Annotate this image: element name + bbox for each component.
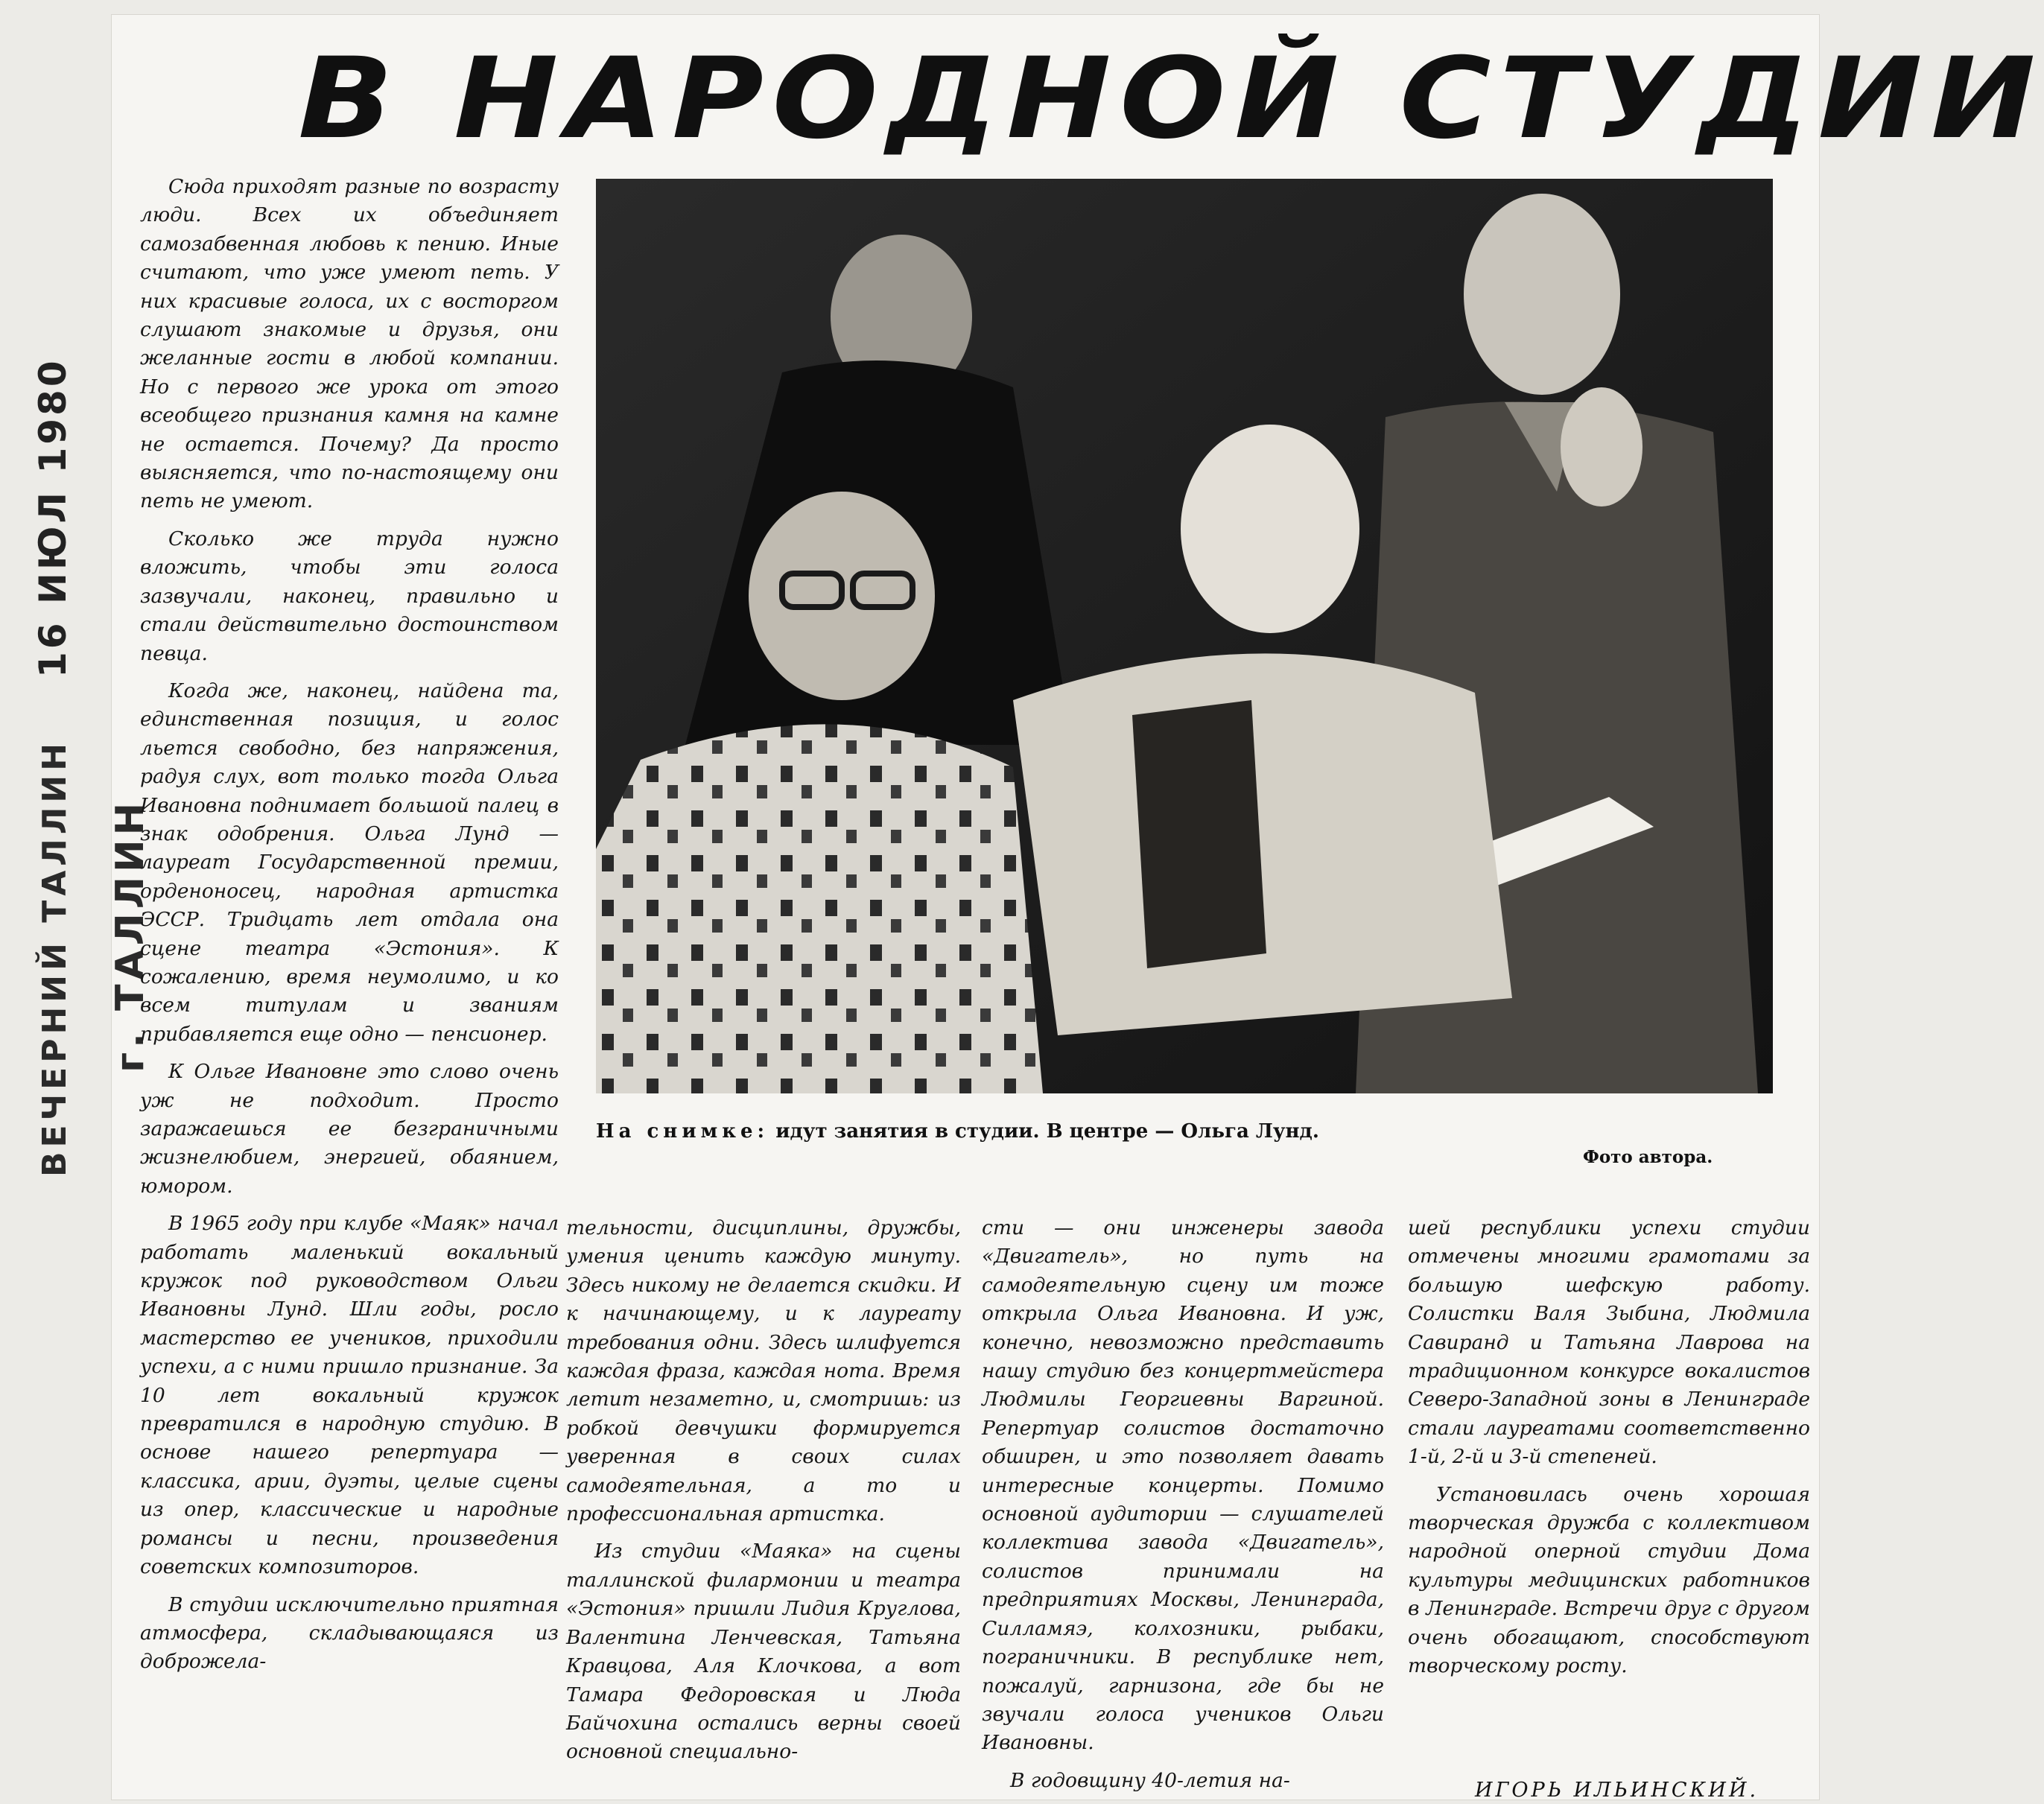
article-column-4 [1408,1214,1810,1780]
paragraph: тельности, дисциплины, дружбы, умения ценить каждую минуту. Здесь никому не делается скидки. И к начинающему, и к лауреату требования одни. Здесь шлифуется каждая фраза, каждая нота. Время летит незаметно, и, смотришь: из робкой девчушки формируется уверенная в своих силах самодеятельная, а то и профессиональная артистка. [566,1216,961,1526]
paragraph: К Ольге Ивановне это слово очень уж не подходит. Просто заражаешься ее безграничными жизнелюбием, энергией, обаянием, юмором. [140,1060,559,1198]
paragraph: Установилась очень хорошая творческая дружба с коллективом народной оперной студии Дома культуры медицинских работников в Ленинграде. Встречи друг с другом очень обогащают, способствуют творческому росту. [1408,1482,1810,1678]
paragraph: В студии исключительно приятная атмосфера, складывающаяся из доброжела- [140,1592,559,1674]
caption-lead: На снимке: [596,1120,769,1143]
article-column-3 [982,1214,1384,1803]
photo-image [596,179,1773,1093]
paragraph: Когда же, наконец, найдена та, единственная позиция, и голос льется свободно, без напряжения, радуя слух, вот только тогда Ольга Ивановна поднимает большой палец в знак одобрения. Ольга Лунд — лауреат Государственной премии, орденоносец, народная артистка ЭССР. Тридцать лет отдала она сцене театра «Эстония». К сожалению, время неумолимо, и ко всем титулам и званиям прибавляется еще одно — пенсионер. [140,679,559,1046]
paragraph: В годовщину 40-летия на- [1010,1768,1290,1792]
paragraph: Сюда приходят разные по возрасту люди. Всех их объединяет самозабвенная любовь к пению. Иные считают, что уже умеют петь. У них красивые голоса, их с восторгом слушают знакомые и друзья, они желанные гости в любой компании. Но с первого же урока от этого всеобщего признания камня на камне не остается. Почему? Да просто выясняется, что по-настоящему они петь не умеют. [140,175,559,513]
photo-caption [596,1120,1713,1143]
author-signature: ИГОРЬ ИЛЬИНСКИЙ. [1475,1779,1759,1802]
city-stamp: г. ТАЛЛИН [108,798,153,1073]
paragraph: шей республики успехи студии отмечены многими грамотами за большую шефскую работу. Солистки Валя Зыбина, Людмила Савиранд и Татьяна Лаврова на традиционном конкурсе вокалистов Северо-Западной зоны в Ленинграде стали лауреатами соответственно 1-й, 2-й и 3-й степеней. [1408,1216,1810,1469]
paragraph: Из студии «Маяка» на сцены таллинской филармонии и театра «Эстония» пришли Лидия Круглова, Валентина Ленчевская, Татьяна Кравцова, Аля Клочкова, а вот Тамара Федоровская и Люда Байчохина остались верны своей основной специально- [566,1540,961,1764]
caption-text: идут занятия в студии. В центре — Ольга Лунд. [775,1120,1319,1143]
paragraph: сти — они инженеры завода «Двигатель», но путь на самодеятельную сцену им тоже открыла Ольга Ивановна. И уж, конечно, невозможно представить нашу студию без концертмейстера Людмилы Георгиевны Варгиной. Репертуар солистов достаточно обширен, и это позволяет давать интересные концерты. Помимо основной аудитории — слушателей коллектива завода «Двигатель», солистов принимали на предприятиях Москвы, Ленинграда, Силламяэ, колхозники, рыбаки, пограничники. В республике нет, пожалуй, гарнизона, где бы не звучали голоса учеников Ольги Ивановны. [982,1216,1384,1755]
article-column-2 [566,1214,961,1803]
publication-stamp: ВЕЧЕРНИЙ ТАЛЛИН [36,738,74,1177]
rehearsal-photo [596,179,1773,1093]
article-column-1 [140,173,559,1804]
paragraph: Сколько же труда нужно вложить, чтобы эти голоса зазвучали, наконец, правильно и стали действительно достоинством певца. [140,527,559,665]
paragraph: В 1965 году при клубе «Маяк» начал работать маленький вокальный кружок под руководством Ольги Ивановны Лунд. Шли годы, росло мастерство ее учеников, приходили успехи, а с ними пришло признание. За 10 лет вокальный кружок превратился в народную студию. В основе нашего репертуара — классика, арии, дуэты, целые сцены из опер, классические и народные романсы и песни, произведения советских композиторов. [140,1212,559,1579]
article-headline: В НАРОДНОЙ СТУДИИ [298,34,2044,164]
photo-credit: Фото автора. [1583,1147,1713,1167]
date-stamp: 16 ИЮЛ 1980 [31,358,74,678]
